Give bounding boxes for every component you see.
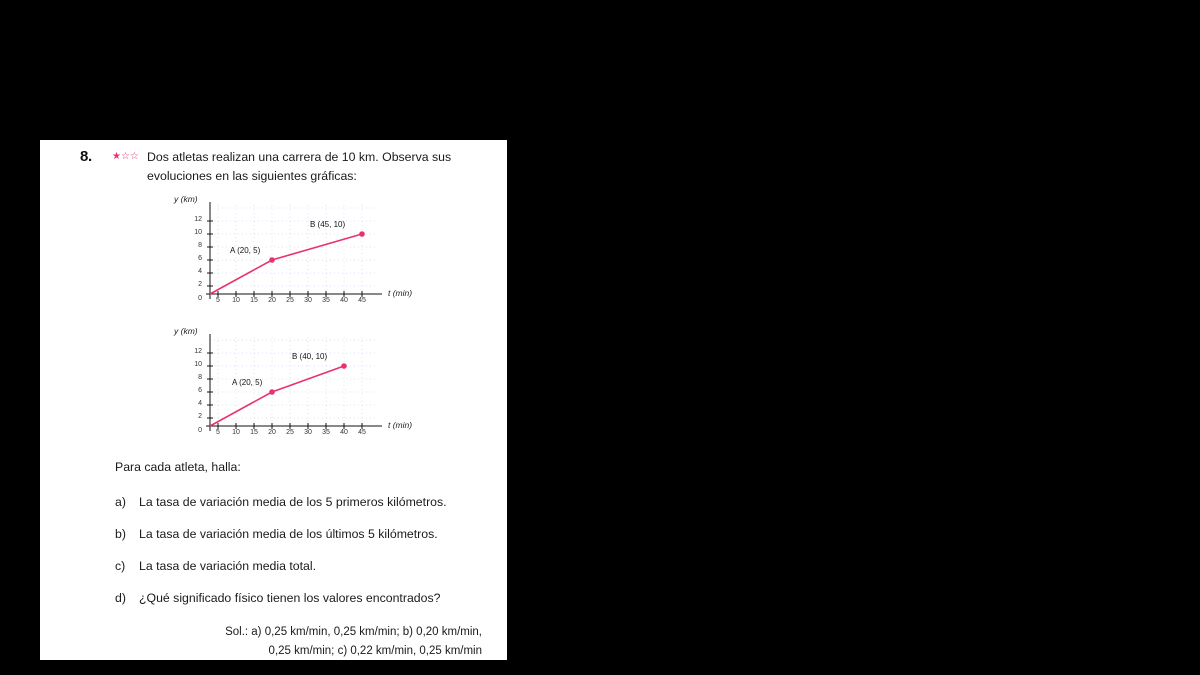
chart-1-xtick-10: 10: [232, 297, 240, 304]
chart-1-xtick-5: 5: [216, 297, 220, 304]
chart-2-series-line: [210, 366, 344, 426]
chart-1-ytick-0: 0: [198, 295, 202, 302]
chart-1-xtick-20: 20: [268, 297, 276, 304]
chart-1-svg: [170, 200, 430, 320]
chart-2-xtick-45: 45: [358, 429, 366, 436]
exercise-number: 8.: [80, 148, 92, 165]
chart-1-ytick-6: 6: [198, 255, 202, 262]
question-d-text: ¿Qué significado físico tienen los valores encontrados?: [139, 591, 441, 605]
chart-1-ytick-4: 4: [198, 268, 202, 275]
chart-2-ytick-8: 8: [198, 374, 202, 381]
chart-1-xtick-15: 15: [250, 297, 258, 304]
chart-atleta-1: [170, 194, 430, 320]
exercise-statement: Dos atletas realizan una carrera de 10 km. Observa sus evoluciones en las siguientes gráficas:: [147, 150, 452, 183]
question-a-letter: a): [115, 495, 126, 509]
chart-2-ytick-2: 2: [198, 413, 202, 420]
chart-1-xtick-35: 35: [322, 297, 330, 304]
chart-1-series-line: [210, 234, 362, 294]
question-b-text: La tasa de variación media de los últimos 5 kilómetros.: [139, 527, 438, 541]
solution-block: [152, 623, 482, 660]
chart-1-point-B: [359, 231, 365, 237]
chart-2-label-A: A (20, 5): [232, 378, 263, 387]
chart-2-ytick-0: 0: [198, 427, 202, 434]
chart-2-point-A: [269, 389, 275, 395]
question-a-text: La tasa de variación media de los 5 primeros kilómetros.: [139, 495, 447, 509]
chart-2-ytick-6: 6: [198, 387, 202, 394]
chart-2-xtick-15: 15: [250, 429, 258, 436]
chart-2-ytick-10: 10: [194, 361, 202, 368]
solution-line-1: Sol.: a) 0,25 km/min, 0,25 km/min; b) 0,20 km/min,: [225, 626, 482, 638]
chart-1-xtick-30: 30: [304, 297, 312, 304]
question-c-letter: c): [115, 559, 126, 573]
chart-2-ytick-12: 12: [194, 348, 202, 355]
chart-1-point-A: [269, 257, 275, 263]
chart-1-ylabel: y (km): [174, 194, 198, 204]
chart-2-point-B: [341, 363, 347, 369]
chart-atleta-2: [170, 326, 430, 452]
chart-2-xtick-20: 20: [268, 429, 276, 436]
chart-2-xtick-25: 25: [286, 429, 294, 436]
chart-2-xtick-35: 35: [322, 429, 330, 436]
chart-1-ytick-8: 8: [198, 242, 202, 249]
chart-2-xlabel: t (min): [388, 420, 413, 430]
chart-1-label-A: A (20, 5): [230, 246, 261, 255]
chart-1-xlabel: t (min): [388, 288, 413, 298]
document-page: [40, 140, 507, 660]
chart-2-ytick-4: 4: [198, 400, 202, 407]
chart-2-xtick-40: 40: [340, 429, 348, 436]
chart-2-label-B: B (40, 10): [292, 352, 328, 361]
chart-2-xtick-5: 5: [216, 429, 220, 436]
difficulty-stars-icon: ★☆☆: [112, 151, 139, 162]
questions-prompt: Para cada atleta, halla:: [115, 460, 241, 474]
question-d-letter: d): [115, 591, 126, 605]
chart-2-svg: [170, 332, 430, 452]
chart-1-xtick-40: 40: [340, 297, 348, 304]
question-c-text: La tasa de variación media total.: [139, 559, 317, 573]
chart-1-ytick-2: 2: [198, 281, 202, 288]
chart-1-ytick-10: 10: [194, 229, 202, 236]
question-b-letter: b): [115, 527, 126, 541]
chart-1-xtick-45: 45: [358, 297, 366, 304]
chart-2-ylabel: y (km): [174, 326, 198, 336]
chart-1-xtick-25: 25: [286, 297, 294, 304]
chart-2-xtick-30: 30: [304, 429, 312, 436]
chart-1-label-B: B (45, 10): [310, 220, 346, 229]
chart-2-xtick-10: 10: [232, 429, 240, 436]
chart-1-ytick-12: 12: [194, 216, 202, 223]
solution-line-2: 0,25 km/min; c) 0,22 km/min, 0,25 km/min: [268, 645, 482, 657]
